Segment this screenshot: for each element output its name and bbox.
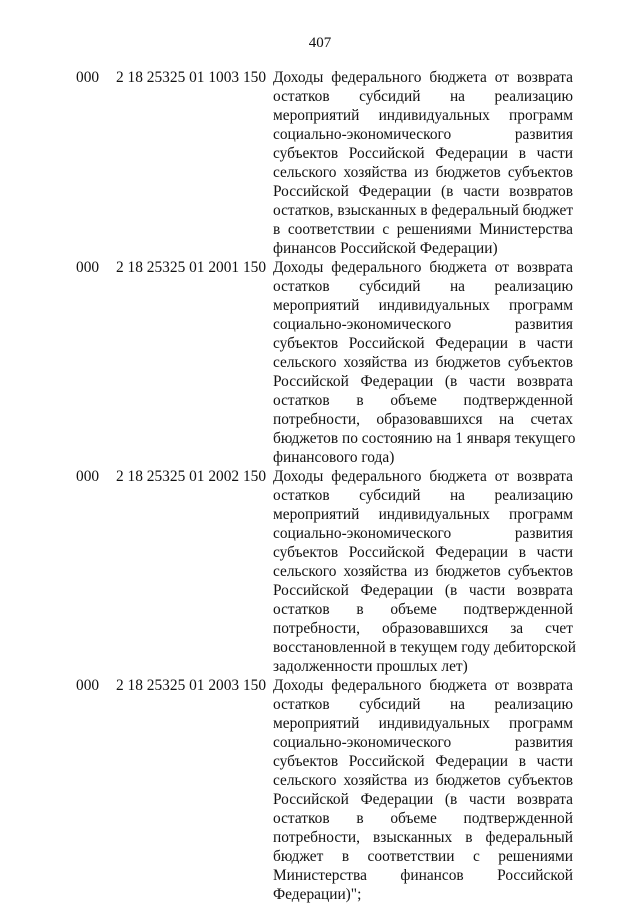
description-line: остатков, взысканных в федеральный бюджет xyxy=(273,202,574,219)
description-line: сельского хозяйства из бюджетов субъектов xyxy=(273,772,573,789)
description-line: социально-экономического развития xyxy=(273,525,573,542)
budget-classification-code: 2 18 25325 01 2003 150 xyxy=(116,677,267,694)
description-line: Российской Федерации (в части возврата xyxy=(273,791,573,808)
budget-code-entry xyxy=(0,258,640,467)
budget-code-entry xyxy=(0,676,640,904)
income-description xyxy=(273,676,573,904)
description-line: социально-экономического развития xyxy=(273,126,573,143)
description-line: Российской Федерации (в части возврата xyxy=(273,582,573,599)
description-line: субъектов Российской Федерации в части xyxy=(273,753,573,770)
description-line: сельского хозяйства из бюджетов субъектов xyxy=(273,354,573,371)
administrator-code: 000 xyxy=(76,677,100,694)
budget-code-entry xyxy=(0,467,640,676)
description-line: остатков субсидий на реализацию xyxy=(273,88,573,105)
description-line: субъектов Российской Федерации в части xyxy=(273,145,573,162)
income-description xyxy=(273,467,576,676)
description-line: сельского хозяйства из бюджетов субъектов xyxy=(273,563,573,580)
description-line: Министерства финансов Российской xyxy=(273,867,573,884)
description-line: потребности, взысканных в федеральный xyxy=(273,829,573,846)
income-description xyxy=(273,258,576,467)
budget-codes-list xyxy=(0,68,640,904)
description-line: финансов Российской Федерации) xyxy=(273,240,498,257)
description-line: Доходы федерального бюджета от возврата xyxy=(273,259,573,276)
description-line: остатков субсидий на реализацию xyxy=(273,487,573,504)
description-line: финансового года) xyxy=(273,449,395,466)
description-line: потребности, образовавшихся за счет xyxy=(273,620,573,637)
description-line: бюджетов по состоянию на 1 января текущего xyxy=(273,430,576,447)
budget-code-entry xyxy=(0,68,640,258)
description-line: восстановленной в текущем году дебиторской xyxy=(273,639,576,656)
budget-classification-code: 2 18 25325 01 2001 150 xyxy=(116,259,267,276)
description-line: Доходы федерального бюджета от возврата xyxy=(273,468,573,485)
description-line: остатков субсидий на реализацию xyxy=(273,278,573,295)
description-line: социально-экономического развития xyxy=(273,316,573,333)
administrator-code: 000 xyxy=(76,259,100,276)
description-line: задолженности прошлых лет) xyxy=(273,658,468,675)
description-line: Федерации)"; xyxy=(273,886,362,903)
description-line: в соответствии с решениями Министерства xyxy=(273,221,573,238)
administrator-code: 000 xyxy=(76,69,100,86)
description-line: Российской Федерации (в части возвратов xyxy=(273,183,573,200)
description-line: мероприятий индивидуальных программ xyxy=(273,506,573,523)
description-line: остатков в объеме подтвержденной xyxy=(273,601,573,618)
description-line: социально-экономического развития xyxy=(273,734,573,751)
description-line: бюджет в соответствии с решениями xyxy=(273,848,573,865)
income-description xyxy=(273,68,573,258)
description-line: остатков субсидий на реализацию xyxy=(273,696,573,713)
budget-classification-code: 2 18 25325 01 1003 150 xyxy=(116,69,267,86)
description-line: Доходы федерального бюджета от возврата xyxy=(273,69,573,86)
description-line: мероприятий индивидуальных программ xyxy=(273,297,573,314)
budget-classification-code: 2 18 25325 01 2002 150 xyxy=(116,468,267,485)
page-number: 407 xyxy=(308,35,332,51)
description-line: субъектов Российской Федерации в части xyxy=(273,335,573,352)
description-line: остатков в объеме подтвержденной xyxy=(273,392,573,409)
description-line: мероприятий индивидуальных программ xyxy=(273,715,573,732)
description-line: мероприятий индивидуальных программ xyxy=(273,107,573,124)
description-line: остатков в объеме подтвержденной xyxy=(273,810,573,827)
description-line: сельского хозяйства из бюджетов субъектов xyxy=(273,164,573,181)
administrator-code: 000 xyxy=(76,468,100,485)
description-line: потребности, образовавшихся на счетах xyxy=(273,411,573,428)
description-line: субъектов Российской Федерации в части xyxy=(273,544,573,561)
description-line: Доходы федерального бюджета от возврата xyxy=(273,677,573,694)
description-line: Российской Федерации (в части возврата xyxy=(273,373,573,390)
